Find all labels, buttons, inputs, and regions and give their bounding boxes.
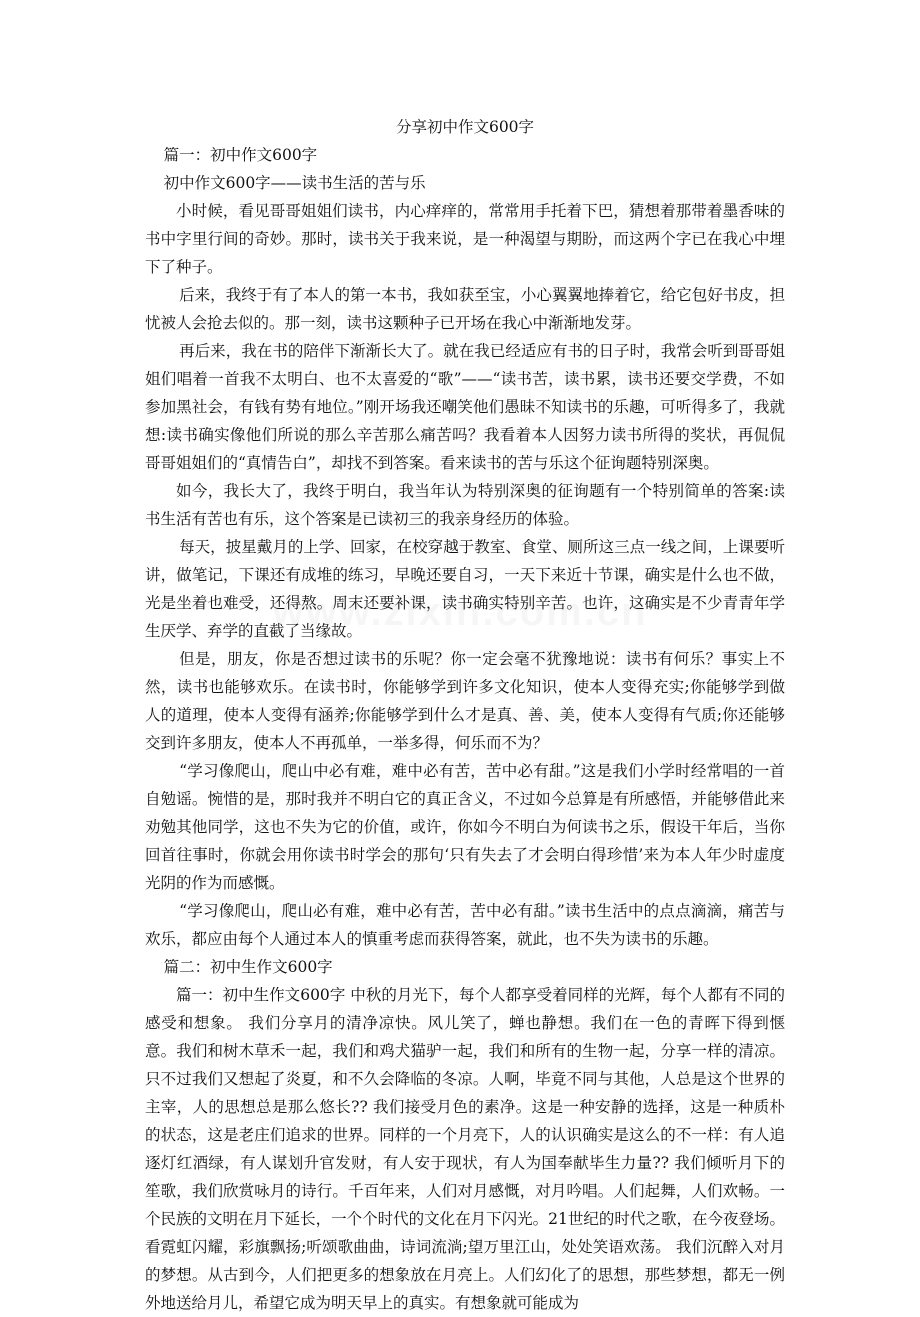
paragraph: “学习像爬山，爬山必有难，难中必有苦，苦中必有甜。”读书生活中的点点滴滴，痛苦与欢乐，都应由每个人通过本人的慎重考虑而获得答案，就此，也不失为读书的乐趣。 [145, 902, 785, 948]
paragraph: 再后来，我在书的陪伴下渐渐长大了。就在我已经适应有书的日子时，我常会听到哥哥姐姐们唱着一首我不太明白、也不太喜爱的“歌”——“读书苦，读书累，读书还要交学费，不如参加黑社会，有钱有势有地位。”刚开场我还嘲笑他们愚昧不知读书的乐趣，可听得多了，我就想:读书确实像他们所说的那么辛苦那么痛苦吗？我看着本人因努力读书所得的奖状，再侃侃哥哥姐姐们的“真情告白”，却找不到答案。看来读书的苦与乐这个征询题特别深奥。 [145, 342, 785, 472]
section-heading-1: 篇一：初中作文600字 [163, 146, 318, 164]
paragraph: 篇一：初中生作文600字 中秋的月光下，每个人都享受着同样的光辉，每个人都有不同的感受和想象。 我们分享月的清净凉快。风儿笑了，蝉也静想。我们在一色的青晖下得到惬意。我们和树木草禾一起，我们和鸡犬猫驴一起，我们和所有的生物一起，分享一样的清凉。只不过我们又想起了炎夏，和不久会降临的冬凉。人啊，毕竟不同与其他，人总是这个世界的主宰，人的思想总是那么悠长?? 我们接受月色的素净。这是一种安静的选择，这是一种质朴的状态，这是老庄们追求的世界。同样的一个月亮下，人的认识确实是这么的不一样：有人追逐灯红酒绿，有人谋划升官发财，有人安于现状，有人为国奉献毕生力量?? 我们倾听月下的笙歌，我们欣赏咏月的诗行。千百年来，人们对月感慨，对月吟唱。人们起舞，人们欢畅。一个民族的文明在月下延长，一个个时代的文化在月下闪光。21世纪的时代之歌，在今夜登场。看霓虹闪耀，彩旗飘扬;听颂歌曲曲，诗词流淌;望万里江山，处处笑语欢荡。 我们沉醉入对月的梦想。从古到今，人们把更多的想象放在月亮上。人们幻化了的思想，那些梦想，都无一例外地送给月儿，希望它成为明天早上的真实。有想象就可能成为 [145, 986, 785, 1312]
paragraph: 后来，我终于有了本人的第一本书，我如获至宝，小心翼翼地捧着它，给它包好书皮，担忧被人会抢去似的。那一刻，读书这颗种子已开场在我心中渐渐地发芽。 [145, 286, 785, 332]
section-heading-2: 篇二：初中生作文600字 [163, 958, 333, 976]
document-body [145, 113, 785, 1317]
paragraph: 每天，披星戴月的上学、回家，在校穿越于教室、食堂、厕所这三点一线之间，上课要听讲，做笔记，下课还有成堆的练习，早晚还要自习，一天下来近十节课，确实是什么也不做，光是坐着也难受，还得熬。周末还要补课，读书确实特别辛苦。也许，这确实是不少青青年学生厌学、弃学的直截了当缘故。 [145, 538, 785, 640]
essay-subtitle: 初中作文600字——读书生活的苦与乐 [163, 174, 426, 192]
paragraph: 如今，我长大了，我终于明白，我当年认为特别深奥的征询题有一个特别简单的答案:读书生活有苦也有乐，这个答案是已读初三的我亲身经历的体验。 [145, 482, 785, 528]
document-title: 分享初中作文600字 [395, 118, 535, 136]
paragraph: 但是，朋友，你是否想过读书的乐呢？你一定会毫不犹豫地说：读书有何乐？事实上不然，读书也能够欢乐。在读书时，你能够学到许多文化知识，使本人变得充实;你能够学到做人的道理，使本人变得有涵养;你能够学到什么才是真、善、美，使本人变得有气质;你还能够交到许多朋友，使本人不再孤单，一举多得，何乐而不为？ [145, 650, 785, 752]
paragraph: “学习像爬山，爬山中必有难，难中必有苦，苦中必有甜。”这是我们小学时经常唱的一首自勉谣。惋惜的是，那时我并不明白它的真正含义，不过如今总算是有所感悟，并能够借此来劝勉其他同学，这也不失为它的价值，或许，你如今不明白为何读书之乐，假设干年后，当你回首往事时，你就会用你读书时学会的那句‘只有失去了才会明白得珍惜’来为本人年少时虚度光阴的作为而感慨。 [145, 762, 785, 892]
paragraph: 小时候，看见哥哥姐姐们读书，内心痒痒的，常常用手托着下巴，猜想着那带着墨香味的书中字里行间的奇妙。那时，读书关于我来说，是一种渴望与期盼，而这两个字已在我心中埋下了种子。 [145, 202, 785, 276]
